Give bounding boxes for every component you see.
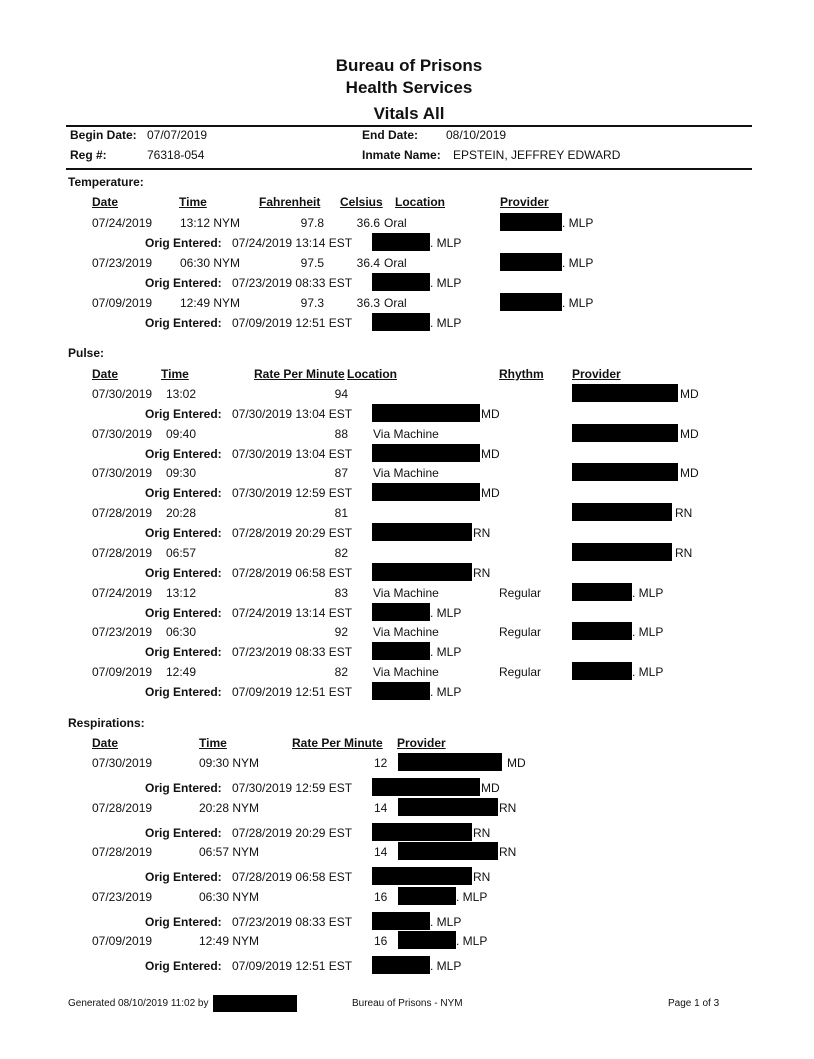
redacted-provider	[372, 682, 430, 700]
respirations-date: 07/09/2019	[92, 934, 153, 948]
orig-entered-role: . MLP	[430, 685, 462, 699]
pulse-rate: 82	[334, 546, 348, 560]
end-date-label: End Date:	[362, 128, 419, 142]
orig-entered-label: Orig Entered:	[145, 316, 222, 330]
orig-entered-value: 07/28/2019 06:58 EST	[232, 566, 353, 580]
redacted-provider	[398, 887, 456, 905]
orig-entered-value: 07/23/2019 08:33 EST	[232, 276, 353, 290]
orig-entered-role: RN	[473, 566, 491, 580]
orig-entered-value: 07/24/2019 13:14 EST	[232, 606, 353, 620]
inmate-name-value: EPSTEIN, JEFFREY EDWARD	[453, 148, 621, 162]
respirations-rate: 14	[374, 801, 388, 815]
redacted-provider	[572, 543, 672, 561]
redacted-provider	[372, 912, 430, 930]
orig-entered-label: Orig Entered:	[145, 781, 222, 795]
pulse-location: Via Machine	[373, 466, 439, 480]
pulse-section-title: Pulse:	[68, 346, 105, 360]
redacted-provider	[398, 753, 502, 771]
pulse-time: 20:28	[166, 506, 197, 520]
pulse-rate: 88	[334, 427, 348, 441]
pulse-rhythm: Regular	[499, 625, 542, 639]
pulse-location: Via Machine	[373, 427, 439, 441]
orig-entered-role: MD	[481, 486, 500, 500]
pulse-rate: 82	[334, 665, 348, 679]
respirations-header: Rate Per Minute	[292, 736, 383, 750]
pulse-header: Location	[347, 367, 397, 381]
orig-entered-role: MD	[481, 407, 500, 421]
pulse-date: 07/28/2019	[92, 546, 153, 560]
footer-page: Page 1 of 3	[668, 998, 720, 1009]
redacted-block	[213, 995, 297, 1012]
respirations-time: 20:28 NYM	[199, 801, 260, 815]
redacted-provider	[372, 823, 472, 841]
temperature-fahrenheit: 97.3	[300, 296, 324, 310]
redacted-provider	[398, 798, 498, 816]
temperature-provider-role: . MLP	[562, 256, 594, 270]
pulse-time: 09:30	[166, 466, 197, 480]
pulse-header: Time	[161, 367, 189, 381]
orig-entered-label: Orig Entered:	[145, 606, 222, 620]
pulse-provider-role: . MLP	[632, 665, 664, 679]
respirations-header: Time	[199, 736, 227, 750]
redacted-provider	[372, 956, 430, 974]
footer-center: Bureau of Prisons - NYM	[352, 998, 463, 1009]
pulse-time: 12:49	[166, 665, 197, 679]
orig-entered-label: Orig Entered:	[145, 959, 222, 973]
orig-entered-role: . MLP	[430, 915, 462, 929]
orig-entered-label: Orig Entered:	[145, 407, 222, 421]
orig-entered-value: 07/09/2019 12:51 EST	[232, 685, 353, 699]
reg-label: Reg #:	[70, 148, 107, 162]
orig-entered-role: . MLP	[430, 236, 462, 250]
footer-generated: Generated 08/10/2019 11:02 by	[68, 998, 209, 1009]
redacted-provider	[398, 842, 498, 860]
redacted-provider	[500, 253, 562, 271]
temperature-section-title: Temperature:	[68, 175, 144, 189]
pulse-provider-role: MD	[680, 427, 699, 441]
temperature-celsius: 36.4	[356, 256, 380, 270]
temperature-location: Oral	[384, 256, 407, 270]
orig-entered-label: Orig Entered:	[145, 915, 222, 929]
report-title-line3: Vitals All	[373, 104, 445, 123]
respirations-section-title: Respirations:	[68, 716, 145, 730]
pulse-date: 07/24/2019	[92, 586, 153, 600]
redacted-provider	[572, 622, 632, 640]
pulse-rate: 83	[334, 586, 348, 600]
header-rule-bottom	[66, 168, 752, 170]
pulse-provider-role: . MLP	[632, 586, 664, 600]
orig-entered-value: 07/28/2019 20:29 EST	[232, 826, 353, 840]
pulse-location: Via Machine	[373, 625, 439, 639]
redacted-provider	[500, 213, 562, 231]
temperature-time: 12:49 NYM	[180, 296, 241, 310]
respirations-time: 06:57 NYM	[199, 845, 260, 859]
report-title-line2: Health Services	[345, 78, 473, 97]
temperature-header: Celsius	[340, 195, 383, 209]
pulse-date: 07/30/2019	[92, 387, 153, 401]
pulse-rate: 81	[334, 506, 348, 520]
temperature-header: Location	[395, 195, 445, 209]
pulse-location: Via Machine	[373, 665, 439, 679]
redacted-provider	[372, 273, 430, 291]
respirations-date: 07/23/2019	[92, 890, 153, 904]
reg-value: 76318-054	[147, 148, 205, 162]
pulse-provider-role: MD	[680, 466, 699, 480]
orig-entered-value: 07/28/2019 20:29 EST	[232, 526, 353, 540]
temperature-header: Time	[179, 195, 207, 209]
temperature-celsius: 36.3	[356, 296, 380, 310]
orig-entered-value: 07/30/2019 13:04 EST	[232, 407, 353, 421]
orig-entered-label: Orig Entered:	[145, 826, 222, 840]
temperature-date: 07/23/2019	[92, 256, 153, 270]
pulse-date: 07/30/2019	[92, 427, 153, 441]
orig-entered-role: . MLP	[430, 645, 462, 659]
orig-entered-label: Orig Entered:	[145, 486, 222, 500]
pulse-provider-role: . MLP	[632, 625, 664, 639]
redacted-provider	[372, 233, 430, 251]
pulse-date: 07/28/2019	[92, 506, 153, 520]
temperature-header: Date	[92, 195, 119, 209]
pulse-time: 09:40	[166, 427, 197, 441]
temperature-header: Fahrenheit	[259, 195, 321, 209]
temperature-fahrenheit: 97.5	[300, 256, 324, 270]
respirations-rate: 12	[374, 756, 388, 770]
temperature-celsius: 36.6	[356, 216, 380, 230]
respirations-time: 09:30 NYM	[199, 756, 260, 770]
pulse-rhythm: Regular	[499, 586, 542, 600]
pulse-header: Rhythm	[499, 367, 544, 381]
temperature-date: 07/09/2019	[92, 296, 153, 310]
header-rule-top	[66, 125, 752, 127]
redacted-provider	[572, 662, 632, 680]
respirations-provider-role: RN	[499, 845, 517, 859]
orig-entered-role: . MLP	[430, 316, 462, 330]
report-title-line1: Bureau of Prisons	[335, 56, 483, 75]
respirations-time: 12:49 NYM	[199, 934, 260, 948]
respirations-header: Date	[92, 736, 119, 750]
redacted-provider	[372, 444, 480, 462]
orig-entered-value: 07/30/2019 13:04 EST	[232, 447, 353, 461]
pulse-provider-role: RN	[675, 546, 693, 560]
respirations-time: 06:30 NYM	[199, 890, 260, 904]
temperature-provider-role: . MLP	[562, 216, 594, 230]
pulse-time: 06:57	[166, 546, 197, 560]
orig-entered-role: MD	[481, 781, 500, 795]
pulse-rate: 94	[334, 387, 348, 401]
orig-entered-label: Orig Entered:	[145, 870, 222, 884]
respirations-provider-role: . MLP	[456, 934, 488, 948]
pulse-time: 13:12	[166, 586, 197, 600]
respirations-rate: 16	[374, 934, 388, 948]
redacted-provider	[372, 483, 480, 501]
orig-entered-role: RN	[473, 870, 491, 884]
orig-entered-label: Orig Entered:	[145, 236, 222, 250]
inmate-name-label: Inmate Name:	[362, 148, 441, 162]
orig-entered-value: 07/09/2019 12:51 EST	[232, 316, 353, 330]
orig-entered-role: . MLP	[430, 606, 462, 620]
end-date-value: 08/10/2019	[446, 128, 507, 142]
pulse-location: Via Machine	[373, 586, 439, 600]
redacted-provider	[372, 563, 472, 581]
orig-entered-label: Orig Entered:	[145, 645, 222, 659]
redacted-provider	[572, 463, 678, 481]
pulse-provider-role: RN	[675, 506, 693, 520]
orig-entered-label: Orig Entered:	[145, 566, 222, 580]
pulse-time: 13:02	[166, 387, 197, 401]
pulse-header: Provider	[572, 367, 621, 381]
orig-entered-label: Orig Entered:	[145, 276, 222, 290]
temperature-time: 06:30 NYM	[180, 256, 241, 270]
temperature-header: Provider	[500, 195, 549, 209]
orig-entered-value: 07/23/2019 08:33 EST	[232, 915, 353, 929]
temperature-time: 13:12 NYM	[180, 216, 241, 230]
pulse-date: 07/23/2019	[92, 625, 153, 639]
pulse-date: 07/09/2019	[92, 665, 153, 679]
respirations-rate: 16	[374, 890, 388, 904]
pulse-rate: 87	[334, 466, 348, 480]
respirations-date: 07/30/2019	[92, 756, 153, 770]
redacted-provider	[572, 503, 672, 521]
pulse-time: 06:30	[166, 625, 197, 639]
pulse-date: 07/30/2019	[92, 466, 153, 480]
pulse-provider-role: MD	[680, 387, 699, 401]
redacted-provider	[372, 523, 472, 541]
temperature-location: Oral	[384, 216, 407, 230]
respirations-provider-role: MD	[507, 756, 526, 770]
orig-entered-role: RN	[473, 826, 491, 840]
temperature-provider-role: . MLP	[562, 296, 594, 310]
pulse-header: Rate Per Minute	[254, 367, 345, 381]
redacted-provider	[372, 867, 472, 885]
redacted-provider	[372, 313, 430, 331]
orig-entered-value: 07/30/2019 12:59 EST	[232, 486, 353, 500]
respirations-rate: 14	[374, 845, 388, 859]
orig-entered-role: MD	[481, 447, 500, 461]
redacted-provider	[572, 424, 678, 442]
redacted-provider	[572, 384, 678, 402]
redacted-provider	[372, 642, 430, 660]
orig-entered-value: 07/24/2019 13:14 EST	[232, 236, 353, 250]
orig-entered-value: 07/23/2019 08:33 EST	[232, 645, 353, 659]
temperature-fahrenheit: 97.8	[300, 216, 324, 230]
respirations-provider-role: RN	[499, 801, 517, 815]
orig-entered-value: 07/28/2019 06:58 EST	[232, 870, 353, 884]
orig-entered-role: RN	[473, 526, 491, 540]
pulse-rhythm: Regular	[499, 665, 542, 679]
redacted-provider	[572, 583, 632, 601]
orig-entered-value: 07/09/2019 12:51 EST	[232, 959, 353, 973]
orig-entered-label: Orig Entered:	[145, 685, 222, 699]
respirations-provider-role: . MLP	[456, 890, 488, 904]
orig-entered-role: . MLP	[430, 276, 462, 290]
respirations-date: 07/28/2019	[92, 801, 153, 815]
pulse-header: Date	[92, 367, 119, 381]
redacted-provider	[500, 293, 562, 311]
orig-entered-label: Orig Entered:	[145, 447, 222, 461]
orig-entered-value: 07/30/2019 12:59 EST	[232, 781, 353, 795]
respirations-date: 07/28/2019	[92, 845, 153, 859]
respirations-header: Provider	[397, 736, 446, 750]
orig-entered-role: . MLP	[430, 959, 462, 973]
begin-date-label: Begin Date:	[70, 128, 137, 142]
redacted-provider	[398, 931, 456, 949]
redacted-provider	[372, 404, 480, 422]
pulse-rate: 92	[334, 625, 348, 639]
redacted-provider	[372, 778, 480, 796]
redacted-provider	[372, 603, 430, 621]
temperature-date: 07/24/2019	[92, 216, 153, 230]
temperature-location: Oral	[384, 296, 407, 310]
orig-entered-label: Orig Entered:	[145, 526, 222, 540]
begin-date-value: 07/07/2019	[147, 128, 208, 142]
